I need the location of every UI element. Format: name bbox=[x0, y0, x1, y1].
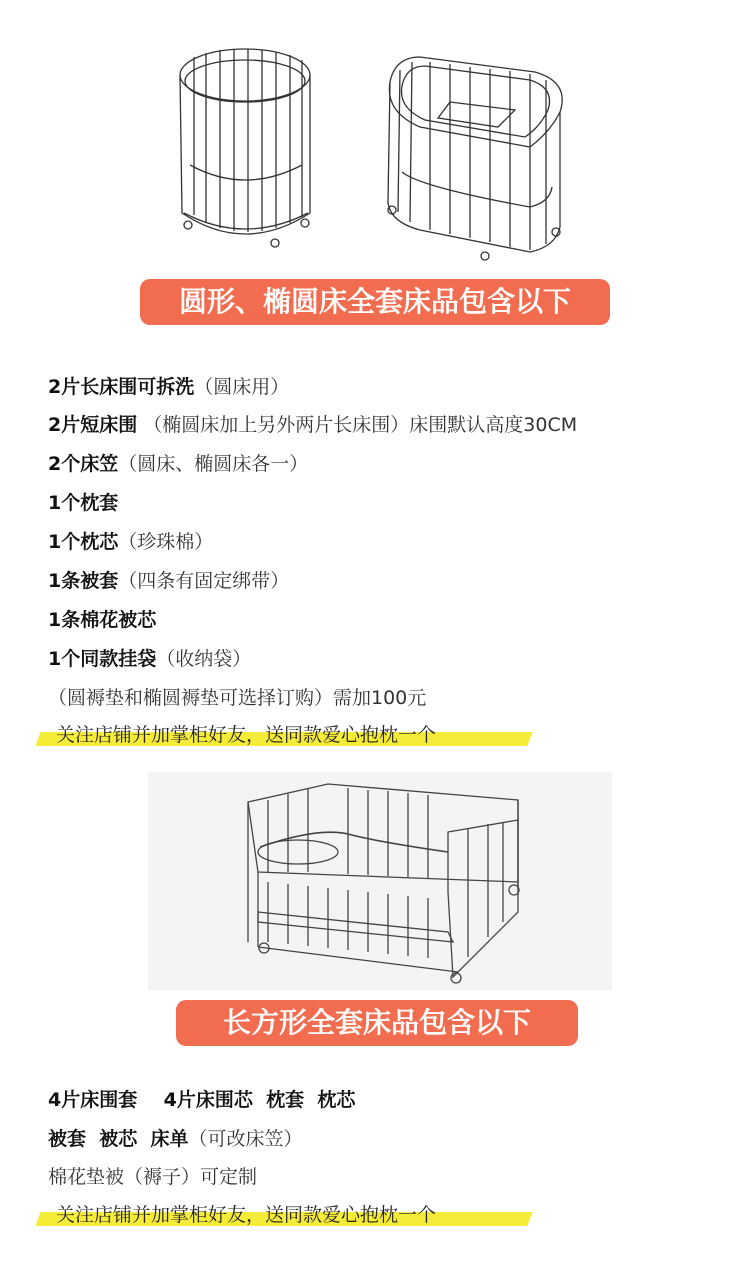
optional-pad-note: （圆褥垫和椭圆褥垫可选择订购）需加100元 bbox=[48, 687, 427, 709]
rect-items-line-3: 棉花垫被（褥子）可定制 bbox=[48, 1166, 258, 1188]
rectangular-bedding-badge: 长方形全套床品包含以下 bbox=[176, 1000, 578, 1046]
list-item: 1条棉花被芯 bbox=[48, 609, 157, 631]
list-item: 1个枕套 bbox=[48, 492, 119, 514]
list-item: 1个同款挂袋（收纳袋） bbox=[48, 648, 252, 670]
rect-items-line-1: 4片床围套 4片床围芯 枕套 枕芯 bbox=[48, 1089, 356, 1111]
oval-crib-illustration bbox=[380, 52, 570, 262]
list-item: 2片长床围可拆洗（圆床用） bbox=[48, 376, 290, 398]
list-item: 2片短床围 （椭圆床加上另外两片长床围）床围默认高度30CM bbox=[48, 414, 578, 436]
list-item: 1个枕芯（珍珠棉） bbox=[48, 531, 214, 553]
rect-items-line-2: 被套 被芯 床单（可改床笠） bbox=[48, 1128, 303, 1150]
promo-text: 关注店铺并加掌柜好友，送同款爱心抱枕一个 bbox=[56, 724, 437, 746]
promo-text: 关注店铺并加掌柜好友，送同款爱心抱枕一个 bbox=[56, 1204, 437, 1226]
list-item: 2个床笠（圆床、椭圆床各一） bbox=[48, 453, 309, 475]
list-item: 1条被套（四条有固定绑带） bbox=[48, 570, 290, 592]
rectangular-crib-illustration bbox=[148, 772, 612, 990]
round-crib-illustration bbox=[170, 45, 320, 250]
round-oval-bedding-badge: 圆形、椭圆床全套床品包含以下 bbox=[140, 279, 610, 325]
